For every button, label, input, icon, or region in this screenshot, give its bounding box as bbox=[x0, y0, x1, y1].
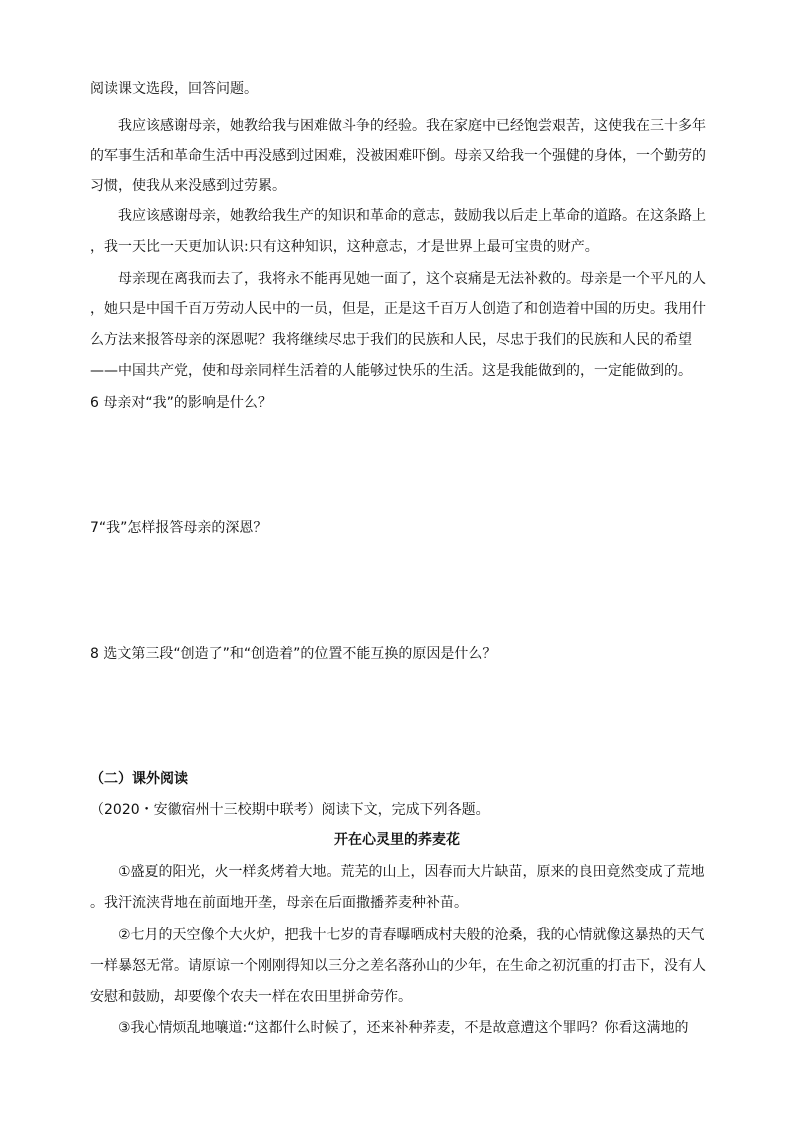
excerpt-p1-line3: 习惯，使我从来没感到过劳累。 bbox=[90, 178, 286, 194]
instruction-text: 阅读课文选段，回答问题。 bbox=[90, 81, 258, 97]
question-6: 6 母亲对“我”的影响是什么？ bbox=[90, 395, 272, 411]
source-note: （2020・安徽宿州十三校期中联考）阅读下文，完成下列各题。 bbox=[90, 802, 490, 818]
article-para2-line2: 一样暴怒无常。请原谅一个刚刚得知以三分之差名落孙山的少年，在生命之初沉重的打击下，没有人 bbox=[90, 958, 706, 974]
section-heading: （二）课外阅读 bbox=[90, 771, 188, 787]
article-para2-line1: ②七月的天空像个大火炉，把我十七岁的青春曝晒成村夫般的沧桑，我的心情就像这暴热的天气 bbox=[118, 927, 705, 943]
question-8: 8 选文第三段“创造了”和“创造着”的位置不能互换的原因是什么？ bbox=[90, 646, 497, 662]
article-title: 开在心灵里的荞麦花 bbox=[334, 832, 460, 848]
question-7: 7“我”怎样报答母亲的深恩？ bbox=[90, 520, 268, 536]
article-para2-line3: 安慰和鼓励，却要像个农夫一样在农田里拼命劳作。 bbox=[90, 989, 412, 1005]
article-para1-line2: 。我汗流浃背地在前面地开垄，母亲在后面撒播荞麦种补苗。 bbox=[90, 895, 468, 911]
excerpt-p2-line2: ，我一天比一天更加认识:只有这种知识，这种意志，才是世界上最可宝贵的财产。 bbox=[90, 239, 599, 255]
excerpt-p1-line1: 我应该感谢母亲，她教给我与困难做斗争的经验。我在家庭中已经饱尝艰苦，这使我在三十多年 bbox=[118, 118, 706, 134]
article-para1-line1: ①盛夏的阳光，火一样炙烤着大地。荒芜的山上，因春而大片缺苗，原来的良田竟然变成了荒地 bbox=[118, 864, 705, 880]
excerpt-p3-line1: 母亲现在离我而去了，我将永不能再见她一面了，这个哀痛是无法补救的。母亲是一个平凡的人 bbox=[118, 271, 706, 287]
excerpt-p3-line2: ，她只是中国千百万劳动人民中的一员，但是，正是这千百万人创造了和创造着中国的历史。我用什 bbox=[90, 301, 706, 317]
excerpt-p3-line4: ——中国共产党，使和母亲同样生活着的人能够过快乐的生活。这是我能做到的，一定能做到的。 bbox=[90, 363, 692, 379]
article-para3-line1: ③我心情烦乱地嚷道:“这都什么时候了，还来补种荞麦，不是故意遭这个罪吗？你看这满地的 bbox=[118, 1020, 689, 1036]
excerpt-p2-line1: 我应该感谢母亲，她教给我生产的知识和革命的意志，鼓励我以后走上革命的道路。在这条路上 bbox=[118, 208, 706, 224]
excerpt-p1-line2: 的军事生活和革命生活中再没感到过困难，没被困难吓倒。母亲又给我一个强健的身体，一个勤劳的 bbox=[90, 148, 706, 164]
excerpt-p3-line3: 么方法来报答母亲的深恩呢？我将继续尽忠于我们的民族和人民，尽忠于我们的民族和人民的希望 bbox=[90, 332, 692, 348]
